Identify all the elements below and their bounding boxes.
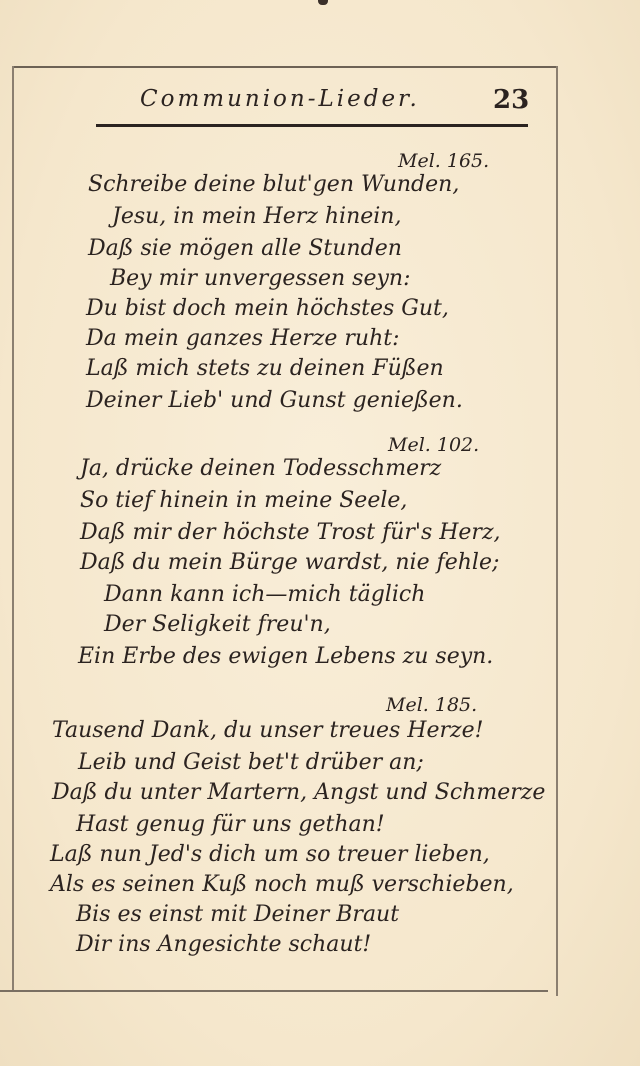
- page-frame-right: [556, 66, 558, 996]
- verse-line: Bey mir unvergessen seyn:: [110, 266, 411, 291]
- verse-line: Leib und Geist bet't drüber an;: [78, 750, 424, 775]
- page-frame-left: [12, 66, 14, 990]
- melody-reference: Mel. 102.: [388, 434, 480, 456]
- verse-line: Ja, drücke deinen Todesschmerz: [80, 456, 442, 481]
- ink-speck: [318, 0, 328, 5]
- verse-line: Daß mir der höchste Trost für's Herz,: [80, 520, 501, 545]
- verse-line: Der Seligkeit freu'n,: [104, 612, 331, 637]
- melody-reference: Mel. 185.: [386, 694, 478, 716]
- verse-line: So tief hinein in meine Seele,: [80, 488, 408, 513]
- page-frame-bottom: [0, 990, 548, 992]
- verse-line: Deiner Lieb' und Gunst genießen.: [86, 388, 463, 413]
- verse-line: Schreibe deine blut'gen Wunden,: [88, 172, 460, 197]
- verse-line: Dir ins Angesichte schaut!: [76, 932, 372, 957]
- header-rule: [96, 124, 528, 127]
- verse-line: Da mein ganzes Herze ruht:: [86, 326, 400, 351]
- verse-line: Tausend Dank, du unser treues Herze!: [52, 718, 484, 743]
- verse-line: Jesu, in mein Herz hinein,: [112, 204, 402, 229]
- page-number: 23: [493, 85, 530, 115]
- verse-line: Bis es einst mit Deiner Braut: [76, 902, 400, 927]
- verse-line: Laß mich stets zu deinen Füßen: [86, 356, 444, 381]
- verse-line: Ein Erbe des ewigen Lebens zu seyn.: [78, 644, 494, 669]
- verse-line: Hast genug für uns gethan!: [76, 812, 385, 837]
- running-head: Communion-Lieder.: [140, 86, 420, 112]
- verse-line: Dann kann ich—mich täglich: [104, 582, 426, 607]
- verse-line: Du bist doch mein höchstes Gut,: [86, 296, 449, 321]
- verse-line: Daß du unter Martern, Angst und Schmerze: [52, 780, 546, 805]
- verse-line: Daß du mein Bürge wardst, nie fehle;: [80, 550, 500, 575]
- verse-line: Als es seinen Kuß noch muß verschieben,: [50, 872, 514, 897]
- verse-line: Daß sie mögen alle Stunden: [88, 236, 402, 261]
- verse-line: Laß nun Jed's dich um so treuer lieben,: [50, 842, 490, 867]
- melody-reference: Mel. 165.: [398, 150, 490, 172]
- page-frame-top: [12, 66, 558, 68]
